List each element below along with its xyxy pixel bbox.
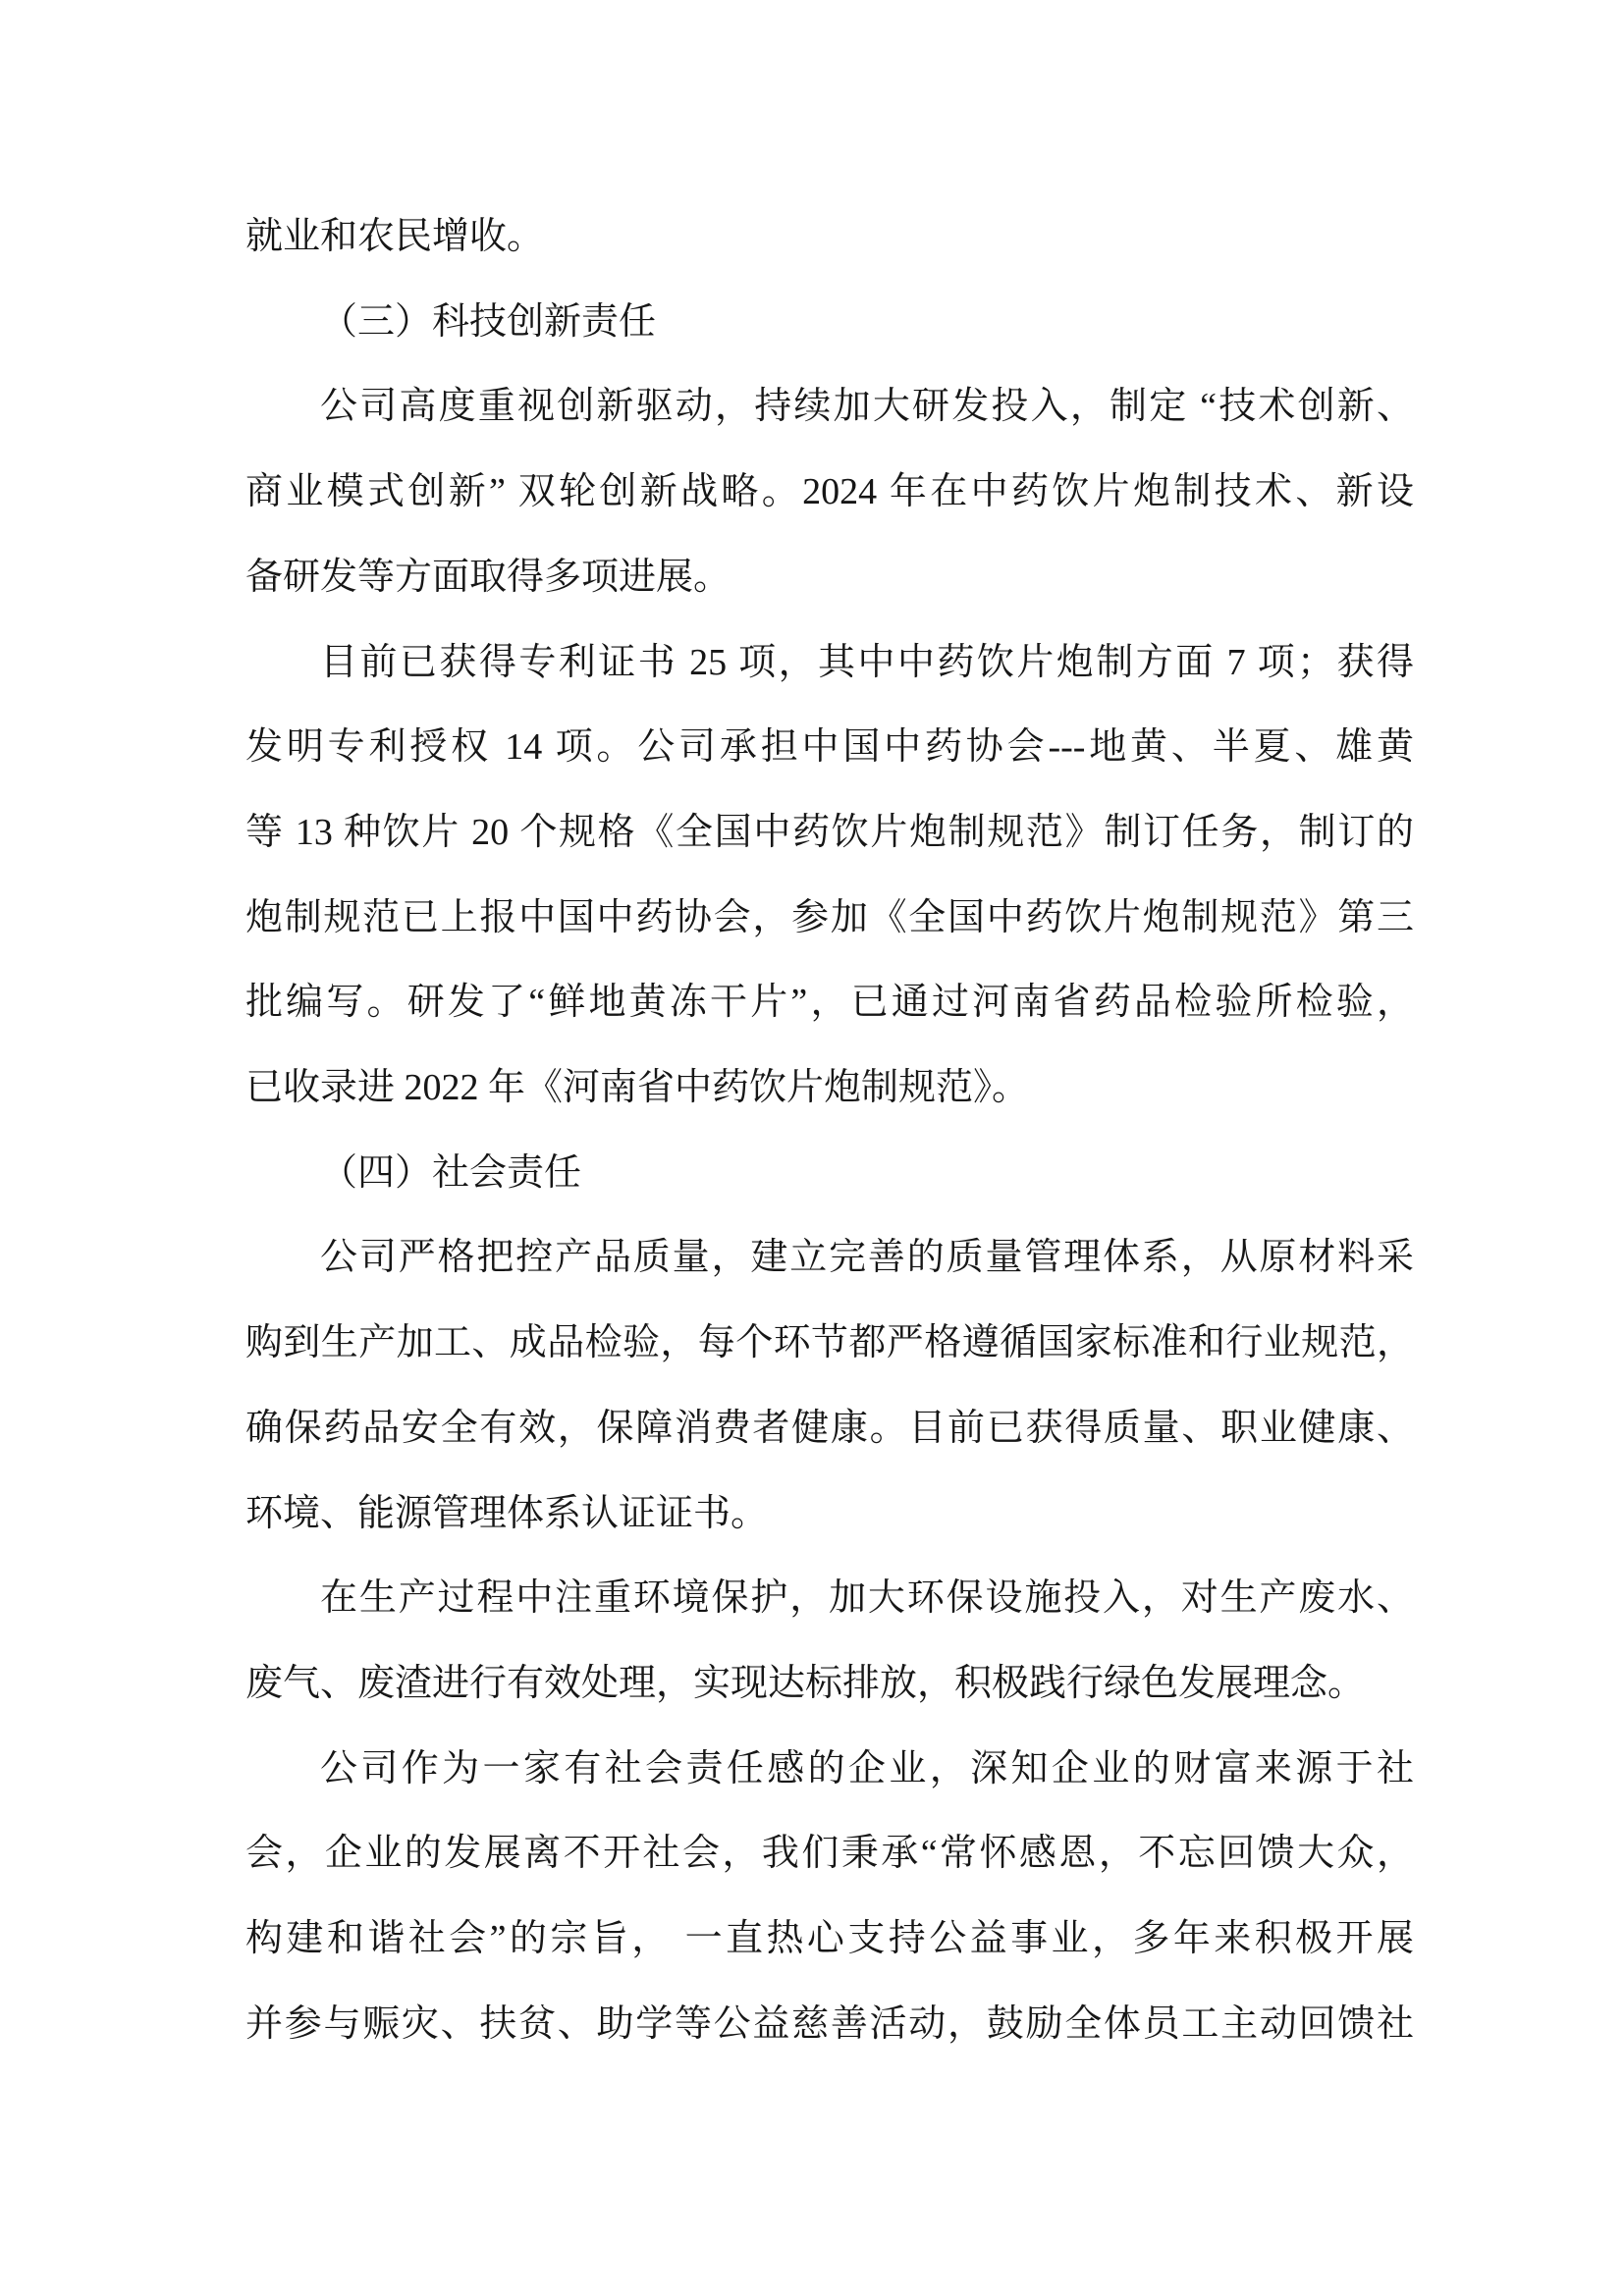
text-line: 备研发等方面取得多项进展。: [245, 556, 731, 598]
paragraph: [245, 1727, 1414, 2067]
paragraph: [245, 280, 1414, 365]
text-line: （四）社会责任: [320, 1151, 582, 1194]
paragraph: [245, 1215, 1414, 1556]
text-line: 就业和农民增收。: [245, 216, 545, 257]
text-line: 确保药品安全有效，保障消费者健康。目前已获得质量、职业健康、: [245, 1407, 1414, 1449]
text-line: 公司严格把控产品质量，建立完善的质量管理体系，从原材料采: [320, 1237, 1414, 1279]
document-body: [245, 194, 1414, 2066]
paragraph: [245, 194, 1414, 280]
text-line: 并参与赈灾、扶贫、助学等公益慈善活动，鼓励全体员工主动回馈社: [245, 2002, 1414, 2045]
paragraph: [245, 364, 1414, 619]
text-line: 公司高度重视创新驱动，持续加大研发投入，制定 “技术创新、: [320, 386, 1414, 428]
text-line: 炮制规范已上报中国中药协会，参加《全国中药饮片炮制规范》第三: [245, 896, 1414, 938]
text-line: 商业模式创新” 双轮创新战略。2024 年在中药饮片炮制技术、新设: [245, 471, 1414, 513]
paragraph: [245, 1131, 1414, 1216]
text-line: 环境、能源管理体系认证证书。: [245, 1492, 769, 1534]
text-line: 会，企业的发展离不开社会，我们秉承“常怀感恩，不忘回馈大众，: [245, 1833, 1414, 1875]
text-line: （三）科技创新责任: [320, 300, 657, 343]
paragraph: [245, 1556, 1414, 1726]
text-line: 在生产过程中注重环境保护，加大环保设施投入，对生产废水、: [320, 1577, 1414, 1620]
text-line: 公司作为一家有社会责任感的企业，深知企业的财富来源于社: [320, 1747, 1414, 1789]
paragraph: [245, 620, 1414, 1131]
text-line: 购到生产加工、成品检验，每个环节都严格遵循国家标准和行业规范，: [245, 1322, 1414, 1364]
text-line: 批编写。研发了“鲜地黄冻干片”，已通过河南省药品检验所检验，: [245, 982, 1414, 1024]
text-line: 构建和谐社会”的宗旨， 一直热心支持公益事业，多年来积极开展: [245, 1918, 1414, 1960]
text-line: 发明专利授权 14 项。公司承担中国中药协会---地黄、半夏、雄黄: [245, 726, 1414, 769]
text-line: 已收录进 2022 年《河南省中药饮片炮制规范》。: [245, 1067, 1030, 1109]
text-line: 等 13 种饮片 20 个规格《全国中药饮片炮制规范》制订任务，制订的: [245, 811, 1414, 853]
text-line: 目前已获得专利证书 25 项，其中中药饮片炮制方面 7 项；获得: [320, 641, 1414, 683]
text-line: 废气、废渣进行有效处理，实现达标排放，积极践行绿色发展理念。: [245, 1662, 1366, 1704]
